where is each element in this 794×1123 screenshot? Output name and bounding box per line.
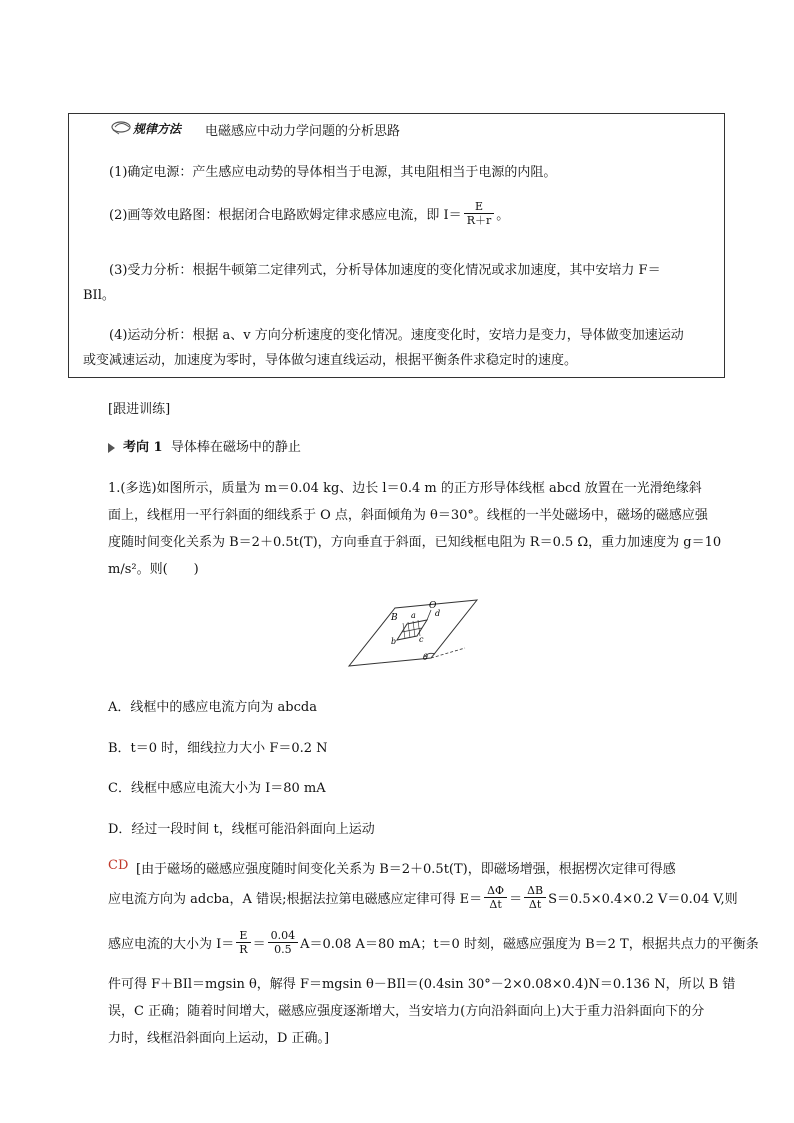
- label-a: a: [411, 611, 416, 620]
- frac-den: R＋r: [464, 213, 495, 227]
- answer-line6: 力时，线框沿斜面向上运动，D 正确。]: [108, 1031, 330, 1046]
- answer-line5: 误，C 正确；随着时间增大，磁感应强度逐渐增大，当安培力(方向沿斜面向上)大于重力沿斜面向下的分: [108, 1004, 705, 1019]
- horizontal-dashed-line: [431, 648, 465, 658]
- direction-title: 导体棒在磁场中的静止: [170, 440, 301, 455]
- answer-l2-pre: 应电流方向为 adcba，A 错误;根据法拉第电磁感应定律可得 E＝: [108, 892, 483, 907]
- frac-num: ΔΦ: [487, 884, 505, 897]
- method-badge-label: 规律方法: [133, 122, 182, 136]
- frac-num: 0.04: [270, 929, 296, 942]
- label-c: c: [419, 635, 424, 644]
- label-d: d: [435, 609, 441, 618]
- option-c: C．线框中感应电流大小为 I＝80 mA: [108, 781, 326, 796]
- option-a: A．线框中的感应电流方向为 abcda: [108, 700, 317, 715]
- label-O: O: [429, 601, 437, 611]
- question-line3: 度随时间变化关系为 B＝2＋0.5t(T)，方向垂直于斜面，已知线框电阻为 R＝0.5 Ω，重力加速度为 g＝10: [108, 535, 722, 550]
- answer-l3-pre: 感应电流的大小为 I＝: [108, 937, 235, 952]
- option-b: B．t＝0 时，细线拉力大小 F＝0.2 N: [108, 741, 328, 756]
- question-line1: 1.(多选)如图所示，质量为 m＝0.04 kg、边长 l＝0.4 m 的正方形导体线框 abcd 放置在一光滑绝缘斜: [108, 481, 702, 496]
- field-line-3: [413, 621, 415, 637]
- frac-num: E: [239, 929, 248, 942]
- answer-l3-eq: ＝: [252, 937, 266, 952]
- fraction-emf: [464, 200, 495, 227]
- answer-line2: [108, 884, 738, 911]
- method-p2-pre: (2)画等效电路图：根据闭合电路欧姆定律求感应电流，即 I＝: [109, 208, 462, 223]
- method-box: [68, 113, 725, 378]
- direction-label: 考向 1: [123, 440, 163, 455]
- section-label: [跟进训练]: [108, 402, 171, 417]
- answer-l2-eq: ＝: [509, 892, 523, 907]
- string: [427, 610, 431, 620]
- question-line2: 面上，线框用一平行斜面的细线系于 O 点，斜面倾角为 θ＝30°。线框的一半处磁场中，磁场的磁感应强: [108, 508, 708, 523]
- frac-den: 0.5: [268, 942, 299, 956]
- answer-line1: [由于磁场的磁感应强度随时间变化关系为 B＝2＋0.5t(T)，即磁场增强，根据楞次定律可得感: [136, 862, 676, 877]
- label-b: b: [391, 637, 397, 646]
- triangle-icon: [108, 443, 115, 453]
- method-p3-line2: BIl。: [83, 288, 115, 303]
- method-p4-line1: (4)运动分析：根据 a、v 方向分析速度的变化情况。速度变化时，安培力是变力，导体做变加速运动: [109, 328, 684, 343]
- answer-line4: 件可得 F＋BIl＝mgsin θ，解得 F＝mgsin θ－BIl＝(0.4sin 30°－2×0.08×0.4)N＝0.136 N，所以 B 错: [108, 977, 736, 992]
- answer-l2-post: S＝0.5×0.4×0.2 V＝0.04 V,则: [548, 892, 738, 907]
- label-theta: θ: [423, 653, 428, 662]
- frac-num: ΔB: [527, 884, 544, 897]
- fraction-db-dt: [524, 884, 546, 911]
- incline-plane: [349, 600, 477, 666]
- answer-line3: [108, 929, 759, 956]
- method-p1: (1)确定电源：产生感应电动势的导体相当于电源，其电阻相当于电源的内阻。: [109, 165, 557, 180]
- method-p3-line1: (3)受力分析：根据牛顿第二定律列式，分析导体加速度的变化情况或求加速度，其中安培力 F＝: [109, 263, 661, 278]
- field-line-2: [408, 622, 410, 638]
- frac-num: E: [474, 200, 483, 213]
- fraction-004-05: [268, 929, 299, 956]
- method-title: 电磁感应中动力学问题的分析思路: [205, 124, 401, 139]
- fraction-dphi-dt: [484, 884, 507, 911]
- label-B: B: [391, 613, 398, 623]
- frac-den: R: [236, 942, 250, 956]
- answer-l3-post: A＝0.08 A＝80 mA；t＝0 时刻，磁感应强度为 B＝2 T，根据共点力的平衡条: [300, 937, 759, 952]
- frac-den: Δt: [484, 897, 507, 911]
- frac-den: Δt: [524, 897, 546, 911]
- incline-figure: [345, 596, 480, 672]
- answer-key: CD: [108, 858, 129, 873]
- option-d: D．经过一段时间 t，线框可能沿斜面向上运动: [108, 822, 375, 837]
- field-line-1: [403, 623, 405, 639]
- question-line4: m/s²。则( ): [108, 562, 199, 577]
- method-p2-post: 。: [496, 208, 510, 223]
- direction-heading: [108, 436, 301, 455]
- method-p4-line2: 或变减速运动，加速度为零时，导体做匀速直线运动，根据平衡条件求稳定时的速度。: [83, 353, 578, 368]
- method-p2: [109, 200, 509, 227]
- fraction-e-r: [236, 929, 250, 956]
